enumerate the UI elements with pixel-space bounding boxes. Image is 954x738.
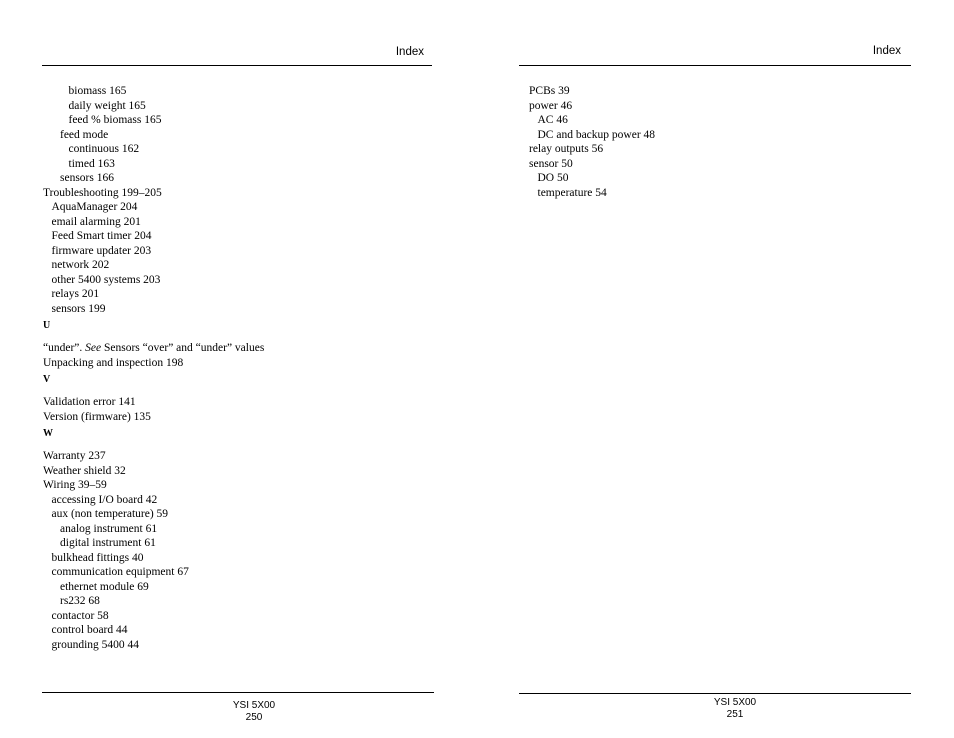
index-entry: Version (firmware) 135 bbox=[43, 410, 151, 423]
footer-rule bbox=[519, 693, 911, 694]
index-entry: sensors 199 bbox=[51, 302, 106, 315]
index-entry: AC 46 bbox=[537, 114, 568, 126]
page-number: 251 bbox=[726, 709, 744, 720]
index-list bbox=[529, 84, 909, 200]
index-entry: Wiring 39–59 bbox=[43, 479, 107, 491]
index-entry: firmware updater 203 bbox=[51, 244, 152, 257]
index-entry: contactor 58 bbox=[51, 609, 109, 622]
index-entry: feed % biomass 165 bbox=[68, 114, 162, 126]
index-entry: PCBs 39 bbox=[529, 85, 570, 97]
index-entry: grounding 5400 44 bbox=[51, 638, 140, 651]
footer-title: YSI 5X00 bbox=[232, 700, 276, 711]
page-footer bbox=[216, 700, 292, 724]
index-entry-unpacking: Unpacking and inspection 198 bbox=[43, 356, 184, 369]
index-entry: timed 163 bbox=[68, 157, 115, 170]
index-entry: other 5400 systems 203 bbox=[51, 273, 161, 286]
index-entry: daily weight 165 bbox=[68, 99, 146, 112]
index-entry: biomass 165 bbox=[68, 85, 127, 97]
index-letter-u: U bbox=[43, 320, 51, 331]
footer-rule bbox=[42, 692, 434, 693]
index-entry: analog instrument 61 bbox=[60, 522, 158, 535]
index-entry: rs232 68 bbox=[60, 595, 100, 607]
index-block-p-s bbox=[529, 84, 909, 200]
index-entry: digital instrument 61 bbox=[60, 537, 156, 549]
index-letter-w: W bbox=[43, 428, 53, 439]
page-number: 250 bbox=[245, 712, 263, 723]
index-entry: Feed Smart timer 204 bbox=[51, 230, 152, 242]
index-entry: DO 50 bbox=[537, 172, 569, 184]
index-entry: AquaManager 204 bbox=[51, 201, 138, 213]
index-entry: Warranty 237 bbox=[43, 450, 106, 462]
page-footer bbox=[697, 697, 773, 721]
index-entry: email alarming 201 bbox=[51, 215, 141, 228]
header-rule bbox=[42, 65, 432, 66]
index-entry: communication equipment 67 bbox=[51, 566, 189, 578]
footer-title: YSI 5X00 bbox=[713, 697, 757, 708]
index-entry: temperature 54 bbox=[537, 186, 607, 199]
index-entry: network 202 bbox=[51, 259, 110, 271]
index-entry: feed mode bbox=[60, 128, 109, 141]
page-header-title: Index bbox=[872, 45, 901, 57]
index-entry-text: “under”. bbox=[43, 342, 86, 354]
index-entry: Validation error 141 bbox=[43, 396, 136, 408]
index-block-t bbox=[43, 84, 423, 316]
see-reference: See bbox=[85, 342, 102, 354]
index-entry: sensors 166 bbox=[60, 172, 114, 184]
index-block-w bbox=[43, 449, 423, 652]
index-list bbox=[43, 84, 423, 652]
index-entry: accessing I/O board 42 bbox=[51, 493, 158, 506]
right-page bbox=[477, 0, 954, 738]
header-rule bbox=[519, 65, 911, 66]
index-entry: power 46 bbox=[529, 99, 573, 112]
index-entry: Troubleshooting 199–205 bbox=[43, 186, 162, 199]
index-entry-text: Sensors “over” and “under” values bbox=[101, 342, 265, 354]
index-entry: aux (non temperature) 59 bbox=[51, 508, 169, 520]
index-entry: DC and backup power 48 bbox=[537, 128, 656, 141]
index-entry: continuous 162 bbox=[68, 143, 140, 155]
index-entry: sensor 50 bbox=[529, 157, 573, 170]
index-entry: bulkhead fittings 40 bbox=[51, 551, 144, 564]
index-letter-v: V bbox=[43, 374, 51, 385]
page-header-title: Index bbox=[395, 46, 424, 58]
index-entry: ethernet module 69 bbox=[60, 580, 149, 593]
index-entry: control board 44 bbox=[51, 624, 128, 636]
index-entry: Weather shield 32 bbox=[43, 464, 126, 477]
index-entry: relay outputs 56 bbox=[529, 143, 604, 155]
index-entry-under bbox=[43, 341, 423, 356]
index-entry: relays 201 bbox=[51, 288, 100, 300]
